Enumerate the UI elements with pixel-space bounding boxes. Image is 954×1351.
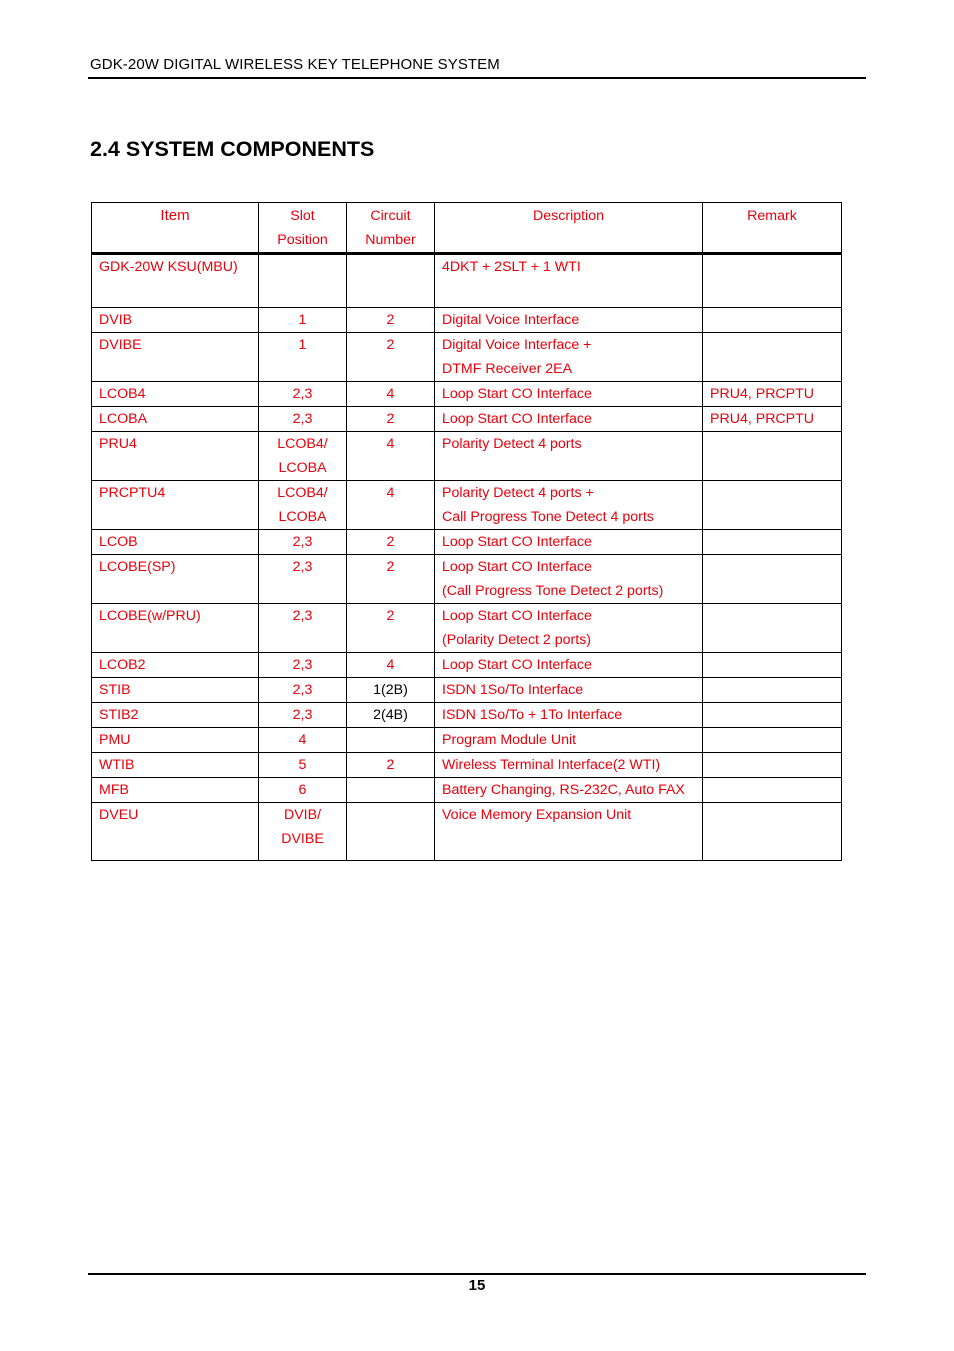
header-title: GDK-20W DIGITAL WIRELESS KEY TELEPHONE SYSTEM: [90, 56, 500, 73]
cell-item: LCOBE(SP): [92, 555, 259, 604]
cell-circuit-number: 1(2B): [347, 678, 435, 703]
cell-slot-position: [259, 728, 347, 753]
cell-slot-position-line: 1: [298, 337, 307, 353]
cell-circuit-number: [347, 803, 435, 861]
cell-slot-position-line: 2,3: [292, 707, 313, 723]
cell-description-line: Loop Start CO Interface: [442, 608, 592, 624]
cell-description-line: ISDN 1So/To + 1To Interface: [442, 707, 623, 723]
cell-description: [435, 407, 703, 432]
cell-circuit-number: 4: [347, 653, 435, 678]
table-row: [92, 254, 842, 308]
cell-item: PRCPTU4: [92, 481, 259, 530]
cell-description-line: Loop Start CO Interface: [442, 411, 592, 427]
cell-circuit-number: [347, 254, 435, 308]
table-row: [92, 753, 842, 778]
cell-item: LCOB4: [92, 382, 259, 407]
table-row: [92, 481, 842, 530]
cell-slot-position: [259, 778, 347, 803]
cell-circuit-number: 2(4B): [347, 703, 435, 728]
table-row: [92, 678, 842, 703]
cell-circuit-number: 4: [347, 382, 435, 407]
table-row: [92, 530, 842, 555]
cell-item: LCOBE(w/PRU): [92, 604, 259, 653]
cell-slot-position: [259, 653, 347, 678]
cell-description: [435, 382, 703, 407]
cell-item: LCOB2: [92, 653, 259, 678]
cell-description-line: Voice Memory Expansion Unit: [442, 807, 632, 823]
cell-description: [435, 678, 703, 703]
cell-description-line: Digital Voice Interface +: [442, 337, 592, 353]
cell-circuit-number: 4: [347, 481, 435, 530]
cell-item: PMU: [92, 728, 259, 753]
cell-slot-position-line: 1: [298, 312, 307, 328]
cell-circuit-number: 2: [347, 308, 435, 333]
table-row: [92, 407, 842, 432]
cell-slot-position: [259, 678, 347, 703]
cell-remark: [703, 604, 842, 653]
cell-slot-position: [259, 407, 347, 432]
table-row: [92, 333, 842, 382]
cell-description: [435, 530, 703, 555]
cell-description-line: Program Module Unit: [442, 732, 577, 748]
cell-remark: [703, 753, 842, 778]
cell-slot-position: [259, 382, 347, 407]
cell-description: [435, 604, 703, 653]
cell-circuit-number: 2: [347, 753, 435, 778]
cell-description: [435, 803, 703, 861]
cell-item: DVIB: [92, 308, 259, 333]
cell-slot-position-line: LCOBA: [278, 509, 327, 525]
cell-slot-position-line: 4: [298, 732, 307, 748]
cell-description: [435, 778, 703, 803]
header-rule: [88, 77, 866, 79]
cell-remark: [703, 308, 842, 333]
cell-slot-position-line: 2,3: [292, 386, 313, 402]
cell-remark: [703, 778, 842, 803]
header-slot-line: Slot: [290, 208, 315, 224]
cell-remark: [703, 728, 842, 753]
cell-slot-position-line: DVIB/: [283, 807, 322, 823]
cell-description-line: Wireless Terminal Interface(2 WTI): [442, 757, 661, 773]
cell-item: LCOBA: [92, 407, 259, 432]
cell-slot-position-line: 2,3: [292, 559, 313, 575]
cell-slot-position-line: 2,3: [292, 682, 313, 698]
cell-description: [435, 432, 703, 481]
cell-remark: [703, 678, 842, 703]
cell-circuit-number: [347, 778, 435, 803]
cell-item: PRU4: [92, 432, 259, 481]
cell-slot-position-line: 2,3: [292, 411, 313, 427]
cell-description-line: Loop Start CO Interface: [442, 534, 592, 550]
cell-description-line: Battery Changing, RS-232C, Auto FAX: [442, 782, 685, 798]
cell-slot-position-line: LCOB4/: [277, 436, 328, 452]
cell-description-line: (Polarity Detect 2 ports): [442, 632, 592, 648]
cell-item: WTIB: [92, 753, 259, 778]
cell-description: [435, 555, 703, 604]
cell-slot-position: [259, 803, 347, 861]
cell-description: [435, 703, 703, 728]
cell-circuit-number: 2: [347, 604, 435, 653]
table-row: [92, 778, 842, 803]
cell-slot-position-line: DVIBE: [281, 831, 324, 847]
cell-description-line: Digital Voice Interface: [442, 312, 580, 328]
header-remark: Remark: [703, 203, 842, 254]
cell-remark: [703, 530, 842, 555]
table-row: [92, 382, 842, 407]
header-description: Description: [435, 203, 703, 254]
cell-description-line: 4DKT + 2SLT + 1 WTI: [442, 259, 581, 275]
cell-circuit-number: 2: [347, 530, 435, 555]
table-row: [92, 604, 842, 653]
components-table: [91, 202, 842, 861]
table-row: [92, 703, 842, 728]
cell-remark: [703, 333, 842, 382]
table-row: [92, 308, 842, 333]
cell-slot-position-line: 2,3: [292, 608, 313, 624]
cell-description-line: Loop Start CO Interface: [442, 386, 592, 402]
header-circuit-line: Circuit: [370, 208, 411, 224]
cell-remark: [703, 653, 842, 678]
cell-remark: [703, 481, 842, 530]
cell-description: [435, 333, 703, 382]
section-title: 2.4 SYSTEM COMPONENTS: [90, 137, 375, 161]
cell-slot-position: [259, 703, 347, 728]
cell-slot-position: [259, 333, 347, 382]
cell-slot-position: [259, 308, 347, 333]
cell-slot-position-line: 6: [298, 782, 307, 798]
cell-description-line: DTMF Receiver 2EA: [442, 361, 573, 377]
cell-item: LCOB: [92, 530, 259, 555]
cell-slot-position-line: LCOBA: [278, 460, 327, 476]
cell-slot-position: [259, 753, 347, 778]
header-circuit-line: Number: [365, 232, 416, 248]
cell-remark: PRU4, PRCPTU: [703, 382, 842, 407]
cell-slot-position-line: LCOB4/: [277, 485, 328, 501]
cell-description-line: ISDN 1So/To Interface: [442, 682, 584, 698]
cell-circuit-number: 2: [347, 333, 435, 382]
table-row: [92, 728, 842, 753]
cell-item: DVIBE: [92, 333, 259, 382]
header-slot-position: [259, 203, 347, 254]
cell-slot-position-line: 2,3: [292, 657, 313, 673]
header-slot-line: Position: [277, 232, 328, 248]
cell-slot-position: [259, 604, 347, 653]
cell-description: [435, 254, 703, 308]
cell-circuit-number: [347, 728, 435, 753]
cell-slot-position-line: 2,3: [292, 534, 313, 550]
cell-circuit-number: 2: [347, 407, 435, 432]
cell-description-line: Polarity Detect 4 ports: [442, 436, 582, 452]
cell-description-line: Polarity Detect 4 ports +: [442, 485, 594, 501]
cell-description: [435, 728, 703, 753]
cell-slot-position-line: 5: [298, 757, 307, 773]
cell-remark: [703, 703, 842, 728]
cell-item: STIB: [92, 678, 259, 703]
table-body: [92, 254, 842, 861]
page-number: 15: [468, 1277, 486, 1294]
cell-remark: [703, 254, 842, 308]
cell-item: DVEU: [92, 803, 259, 861]
cell-slot-position: [259, 432, 347, 481]
cell-item: STIB2: [92, 703, 259, 728]
cell-slot-position: [259, 481, 347, 530]
table-header-row: [92, 203, 842, 254]
table-row: [92, 432, 842, 481]
table-row: [92, 653, 842, 678]
footer-rule: [88, 1273, 866, 1275]
header-item: Item: [92, 203, 259, 254]
cell-description-line: (Call Progress Tone Detect 2 ports): [442, 583, 664, 599]
cell-item: GDK-20W KSU(MBU): [92, 254, 259, 308]
cell-remark: [703, 803, 842, 861]
cell-remark: [703, 432, 842, 481]
cell-remark: [703, 555, 842, 604]
cell-slot-position: [259, 254, 347, 308]
cell-description: [435, 308, 703, 333]
cell-item: MFB: [92, 778, 259, 803]
cell-remark: PRU4, PRCPTU: [703, 407, 842, 432]
cell-circuit-number: 4: [347, 432, 435, 481]
cell-description-line: Call Progress Tone Detect 4 ports: [442, 509, 654, 525]
cell-slot-position: [259, 530, 347, 555]
table-row: [92, 803, 842, 861]
cell-description: [435, 481, 703, 530]
cell-description-line: Loop Start CO Interface: [442, 559, 592, 575]
cell-description: [435, 753, 703, 778]
cell-description: [435, 653, 703, 678]
cell-circuit-number: 2: [347, 555, 435, 604]
table-row: [92, 555, 842, 604]
cell-slot-position: [259, 555, 347, 604]
header-circuit-number: [347, 203, 435, 254]
cell-description-line: Loop Start CO Interface: [442, 657, 592, 673]
